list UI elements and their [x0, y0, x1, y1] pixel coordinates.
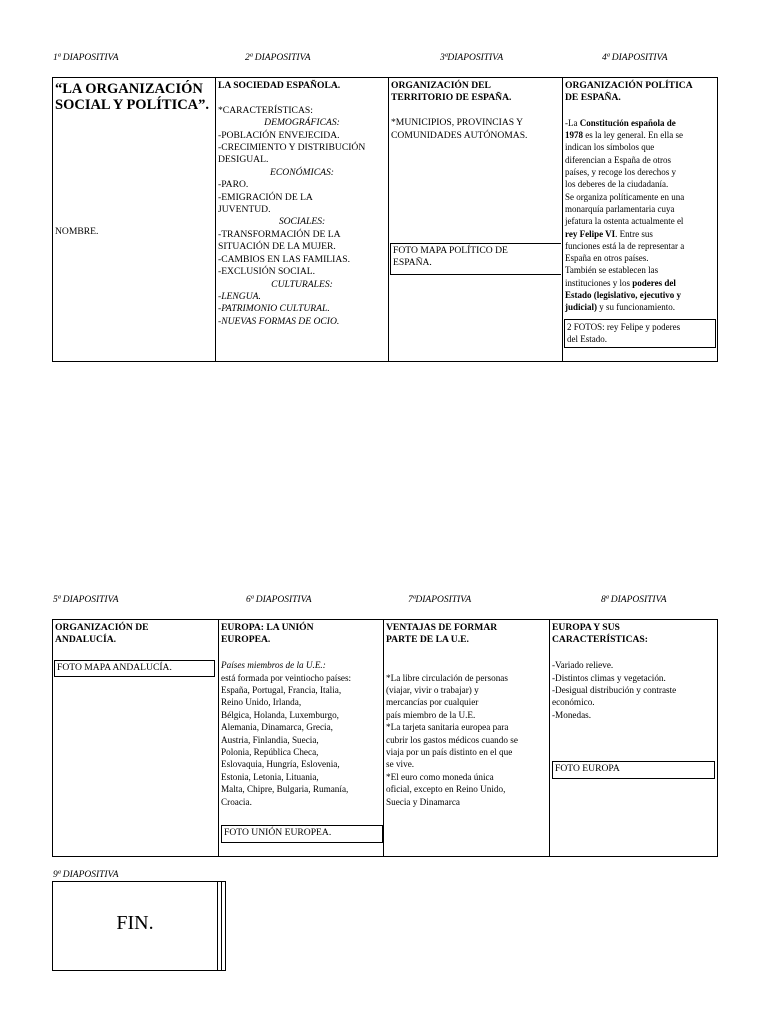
cult-item-2: -PATRIMONIO CULTURAL.	[218, 303, 330, 315]
eco-item-2a: -EMIGRACIÓN DE LA	[218, 191, 313, 203]
s7-line-1: *La libre circulación de personas	[386, 672, 508, 683]
fin-text: FIN.	[116, 912, 154, 934]
s8-line-3: -Desigual distribución y contraste	[552, 685, 677, 696]
s4-p1-bold: Constitución española de	[579, 117, 676, 128]
s6-line-9: Estonia, Letonia, Lituania,	[221, 771, 319, 782]
demograficas-label: DEMOGRÁFICAS:	[264, 117, 340, 129]
soc-item-2: -CAMBIOS EN LAS FAMILIAS.	[218, 253, 351, 265]
slides-table-2	[52, 619, 718, 857]
slide-4-title-line1: ORGANIZACIÓN POLÍTICA	[565, 80, 693, 91]
eco-item-2b: JUVENTUD.	[218, 204, 271, 216]
photo-placeholder-union-europea: FOTO UNIÓN EUROPEA.	[221, 825, 383, 843]
s8-line-5: -Monedas.	[552, 709, 592, 720]
slide-7-title-line2: PARTE DE LA U.E.	[386, 634, 469, 646]
photo-mapa-politico-line1: FOTO MAPA POLÍTICO DE	[393, 245, 508, 256]
slide-2-header: 2ª DIAPOSITIVA	[245, 53, 311, 63]
eco-item-1: -PARO.	[218, 179, 249, 191]
s4-p1: -La	[565, 117, 580, 128]
slide-3-header: 3ªDIAPOSITIVA	[440, 53, 504, 63]
s4-p13-bold: poderes del	[632, 277, 676, 288]
s6-line-4: Bélgica, Holanda, Luxemburgo,	[221, 709, 339, 720]
s4-p9-rest: . Entre sus	[615, 228, 653, 239]
slide-3-title-line2: TERRITORIO DE ESPAÑA.	[391, 92, 512, 104]
photo-placeholder-andalucia: FOTO MAPA ANDALUCÍA.	[54, 660, 215, 677]
s6-line-10: Malta, Chipre, Bulgaria, Rumanía,	[221, 784, 349, 795]
demo-item-2a: -CRECIMIENTO Y DISTRIBUCIÓN	[218, 142, 366, 154]
slide-3-body-line2: COMUNIDADES AUTÓNOMAS.	[391, 129, 528, 141]
s4-p6: Se organiza políticamente en una	[565, 191, 685, 202]
photo-rey-line1: 2 FOTOS: rey Felipe y poderes	[567, 322, 681, 332]
cult-item-3: -NUEVAS FORMAS DE OCIO.	[218, 315, 340, 327]
s6-line-1: está formada por veintiocho países:	[221, 672, 352, 683]
slide-2-title: LA SOCIEDAD ESPAÑOLA.	[218, 80, 341, 91]
s8-line-1: -Variado relieve.	[552, 660, 614, 671]
slide-3-body-line1: *MUNICIPIOS, PROVINCIAS Y	[391, 117, 524, 129]
slide-5-title-line2: ANDALUCÍA.	[55, 634, 117, 646]
s7-line-2: (viajar, vivir o trabajar) y	[386, 685, 479, 696]
slide-6-title-line2: EUROPEA.	[221, 634, 271, 646]
s6-line-3: Reino Unido, Irlanda,	[221, 697, 302, 708]
s6-line-7: Polonia, República Checa,	[221, 747, 319, 758]
cult-item-1: -LENGUA.	[218, 290, 261, 302]
s7-line-11: Suecia y Dinamarca	[386, 796, 460, 807]
slide-1-header: 1ª DIAPOSITIVA	[53, 53, 119, 63]
s6-line-11: Croacia.	[221, 796, 252, 807]
economicas-label: ECONÓMICAS:	[270, 166, 334, 178]
soc-item-1a: -TRANSFORMACIÓN DE LA	[218, 228, 341, 240]
slides-table-1	[52, 77, 718, 362]
s4-p2: indican los símbolos que	[565, 142, 655, 153]
s4-p11: España en otros países.	[565, 253, 649, 264]
slide-2-cell	[216, 78, 388, 361]
s8-line-4: económico.	[552, 697, 595, 708]
s7-line-3: mercancías por cualquier	[386, 697, 479, 708]
caracteristicas-label: *CARACTERÍSTICAS:	[218, 104, 313, 116]
slide-4-title-line2: DE ESPAÑA.	[565, 92, 621, 104]
photo-placeholder-europa: FOTO EUROPA	[552, 761, 715, 779]
slide-1-title-line1: “LA ORGANIZACIÓN	[55, 81, 203, 97]
members-heading: Países miembros de la U.E.:	[221, 660, 326, 671]
s8-line-2: -Distintos climas y vegetación.	[552, 672, 666, 683]
slide-5-header: 5ª DIAPOSITIVA	[53, 595, 119, 605]
s4-p3: diferencian a España de otros	[565, 154, 671, 165]
s7-line-9: *El euro como moneda única	[386, 771, 494, 782]
s6-line-6: Austria, Finlandia, Suecia,	[221, 734, 319, 745]
s4-p15-bold: judicial)	[565, 302, 598, 313]
s4-p1-bold2: 1978	[565, 130, 583, 141]
slide-8-title-line1: EUROPA Y SUS	[552, 622, 620, 633]
s4-p5: los deberes de la ciudadanía.	[565, 179, 669, 190]
slide-1-cell	[53, 78, 215, 361]
s6-line-8: Eslovaquia, Hungría, Eslovenia,	[221, 759, 340, 770]
demo-item-2b: DESIGUAL.	[218, 154, 269, 166]
slide-3-title-line1: ORGANIZACIÓN DEL	[391, 80, 491, 91]
name-label: NOMBRE.	[55, 226, 99, 237]
slide-5-cell	[53, 620, 218, 856]
s4-p12: También se establecen las	[565, 265, 659, 276]
s6-line-2: España, Portugal, Francia, Italia,	[221, 685, 342, 696]
slide-6-title-line1: EUROPA: LA UNIÓN	[221, 622, 314, 633]
slide-8-cell	[550, 620, 718, 856]
s7-line-4: país miembro de la U.E.	[386, 709, 476, 720]
slide-7-header: 7ªDIAPOSITIVA	[408, 595, 472, 605]
s7-line-6: cubrir los gastos médicos cuando se	[386, 734, 518, 745]
slide-7-title-line1: VENTAJAS DE FORMAR	[386, 622, 498, 633]
slide-6-cell	[219, 620, 383, 856]
s7-line-10: oficial, excepto en Reino Unido,	[386, 784, 506, 795]
demo-item-1: -POBLACIÓN ENVEJECIDA.	[218, 129, 340, 141]
s6-line-5: Alemania, Dinamarca, Grecia,	[221, 722, 333, 733]
slide-1-title-line2: SOCIAL Y POLÍTICA”.	[55, 97, 210, 113]
soc-item-3: -EXCLUSIÓN SOCIAL.	[218, 266, 316, 278]
s4-p4: países, y recoge los derechos y	[565, 167, 676, 178]
slide-4-header: 4ª DIAPOSITIVA	[602, 53, 668, 63]
s4-p1-rest: es la ley general. En ella se	[583, 130, 683, 141]
photo-placeholder-rey-poderes	[564, 319, 716, 348]
slide-8-title-line2: CARACTERÍSTICAS:	[552, 634, 648, 646]
s4-p8: jefatura la ostenta actualmente el	[565, 216, 684, 227]
slide-7-cell	[384, 620, 549, 856]
sociales-label: SOCIALES:	[278, 216, 326, 228]
s4-p7: monarquía parlamentaria cuya	[565, 203, 675, 214]
s4-p15-rest: y su funcionamiento.	[597, 302, 676, 313]
s7-line-8: se vive.	[386, 759, 415, 770]
s4-p13a: instituciones y los	[565, 277, 633, 288]
culturales-label: CULTURALES:	[271, 278, 333, 290]
soc-item-1b: SITUACIÓN DE LA MUJER.	[218, 241, 336, 253]
slide-6-header: 6ª DIAPOSITIVA	[246, 595, 312, 605]
s4-p10: funciones está la de representar a	[565, 240, 685, 251]
slide-8-header: 8ª DIAPOSITIVA	[601, 595, 667, 605]
photo-mapa-politico-line2: ESPAÑA.	[393, 257, 432, 268]
slide-5-title-line1: ORGANIZACIÓN DE	[55, 622, 149, 633]
s4-p14-bold: Estado (legislativo, ejecutivo y	[565, 290, 681, 301]
s7-line-5: *La tarjeta sanitaria europea para	[386, 722, 509, 733]
photo-placeholder-mapa-politico	[390, 243, 561, 275]
slide-9-header: 9ª DIAPOSITIVA	[53, 870, 119, 880]
s7-line-7: viaja por un país distinto en el que	[386, 747, 513, 758]
s4-p9-bold: rey Felipe VI	[565, 228, 616, 239]
slide-3-cell	[389, 78, 562, 361]
photo-rey-line2: del Estado.	[567, 334, 607, 344]
